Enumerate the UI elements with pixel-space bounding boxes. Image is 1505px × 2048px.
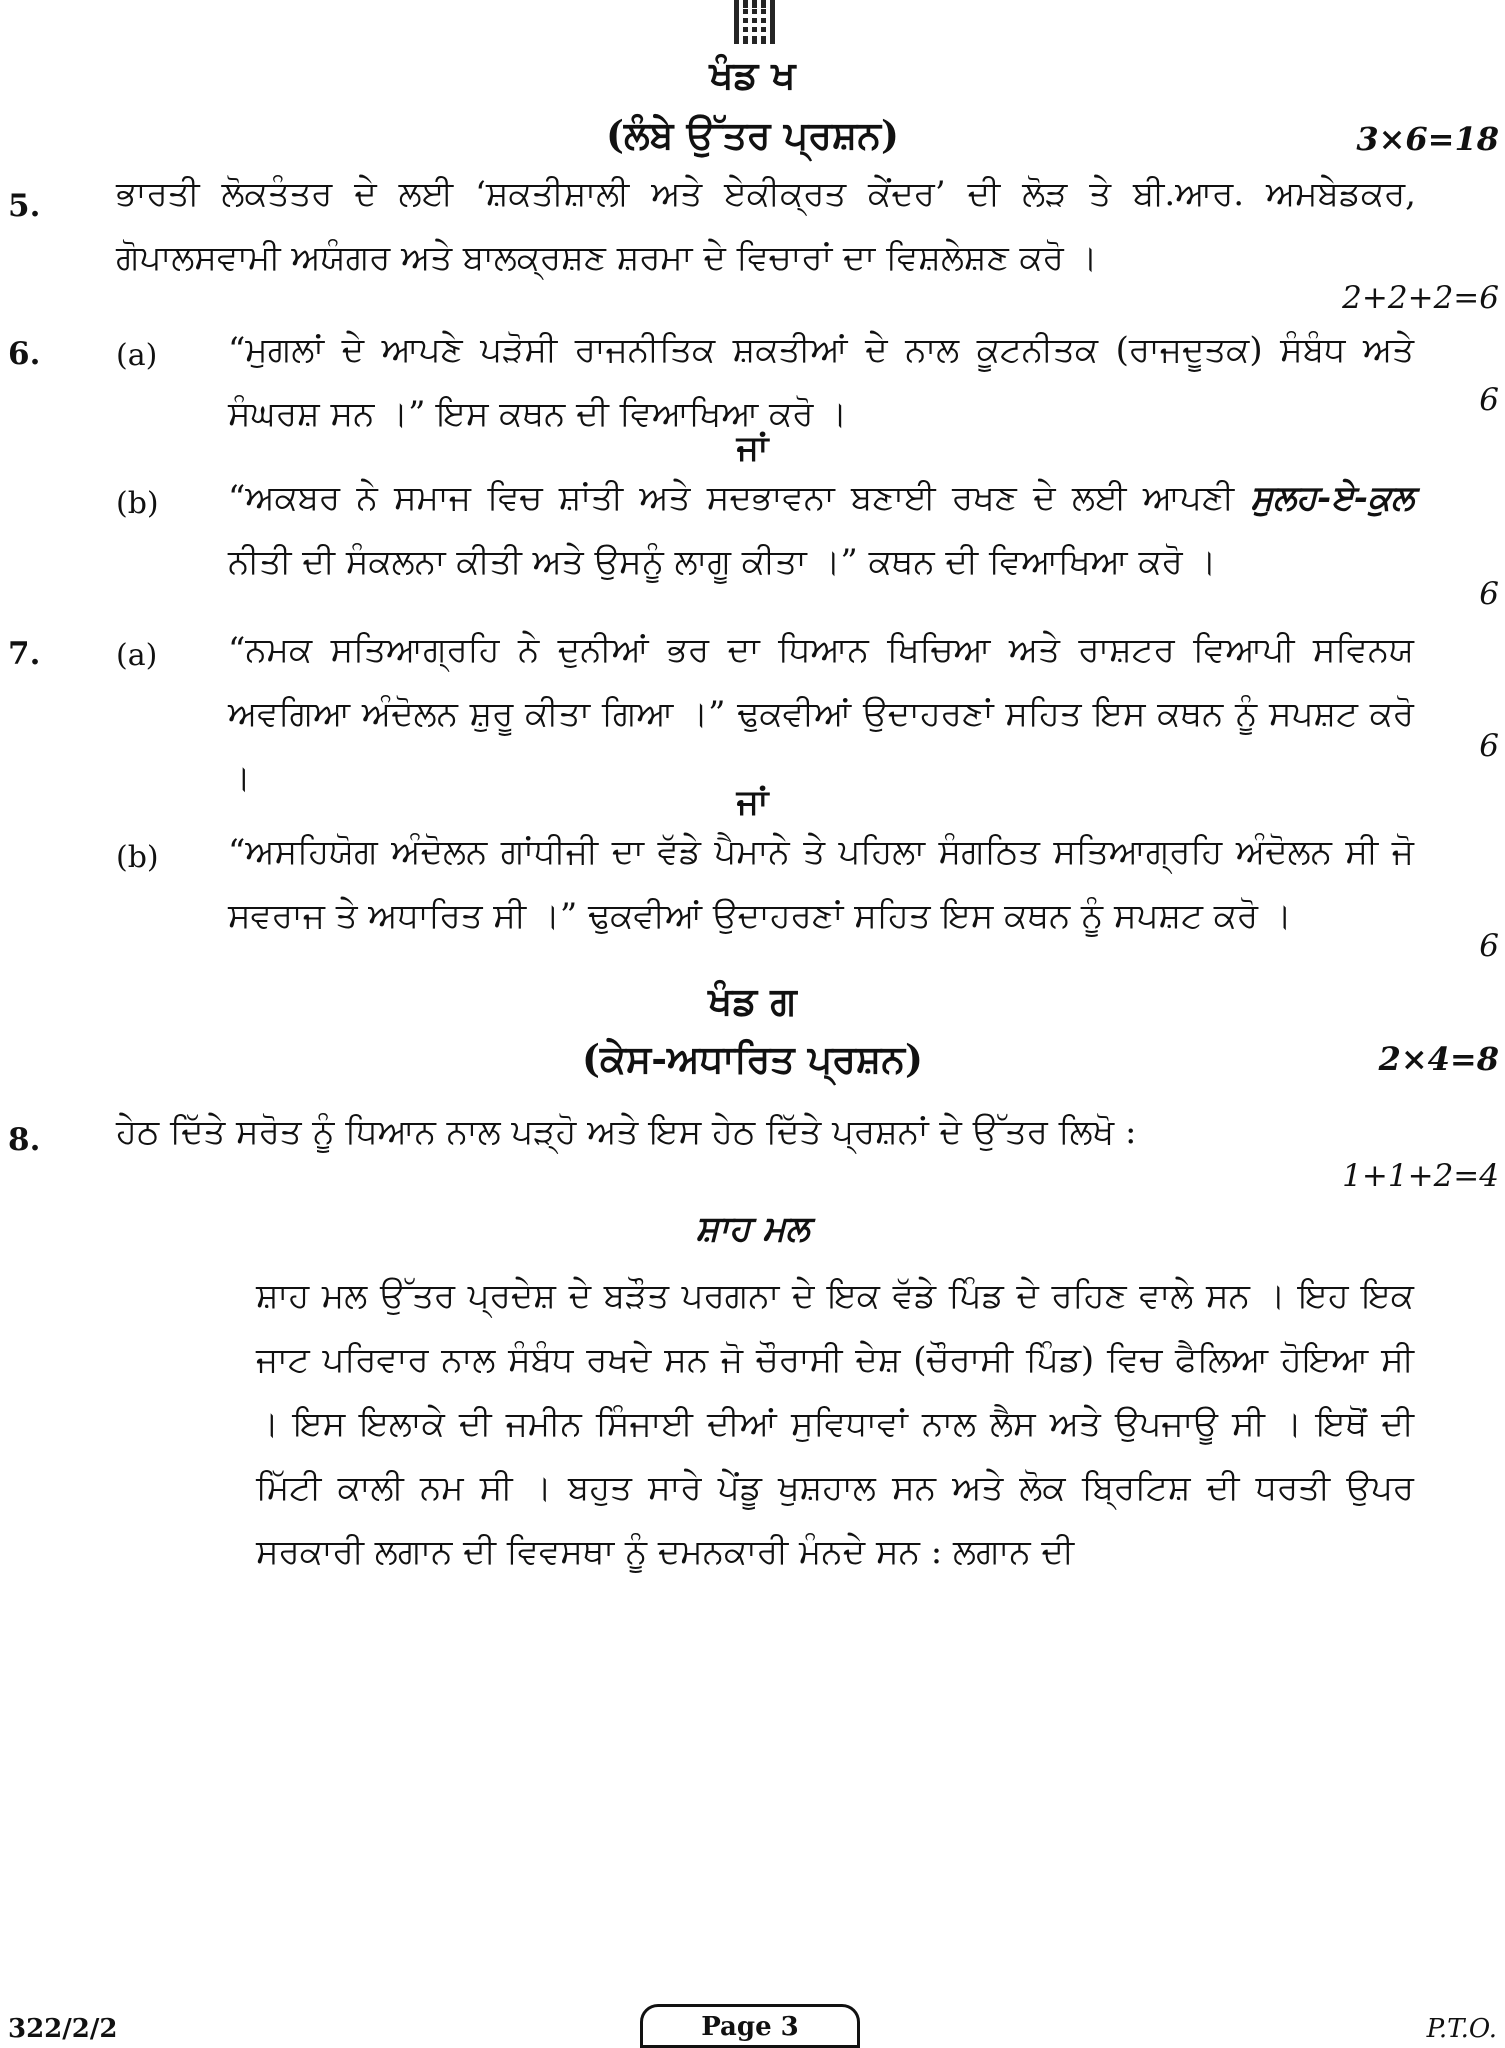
- question-7a-marks: 6: [1479, 728, 1499, 764]
- question-8-marks: 1+1+2=4: [1342, 1158, 1499, 1194]
- question-5-text: ਭਾਰਤੀ ਲੋਕਤੰਤਰ ਦੇ ਲਈ ‘ਸ਼ਕਤੀਸ਼ਾਲੀ ਅਤੇ ਏਕੀਕ੍ਰਤ ਕੇਂਦਰ’ ਦੀ ਲੋੜ ਤੇ ਬੀ.ਆਰ. ਅਮਬੇਡਕਰ, ਗੋਪਾਲਸਵਾਮੀ ਅਯੰਗਰ ਅਤੇ ਬਾਲਕ੍ਰਸ਼ਣ ਸ਼ਰਮਾ ਦੇ ਵਿਚਾਰਾਂ ਦਾ ਵਿਸ਼ਲੇਸ਼ਣ ਕਰੋ ।: [116, 174, 1416, 278]
- question-6b-label: (b): [116, 486, 159, 521]
- question-7a-label: (a): [116, 638, 158, 673]
- source-title: ਸ਼ਾਹ ਮਲ: [695, 1208, 810, 1249]
- section-c-title: ਖੰਡ ਗ: [708, 978, 797, 1023]
- question-7b-marks: 6: [1479, 928, 1499, 964]
- or-divider-6: ਜਾਂ: [736, 428, 769, 468]
- page-number: Page 3: [640, 2004, 860, 2048]
- question-7b-text: “ਅਸਹਿਯੋਗ ਅੰਦੋਲਨ ਗਾਂਧੀਜੀ ਦਾ ਵੱਡੇ ਪੈਮਾਨੇ ਤੇ ਪਹਿਲਾ ਸੰਗਠਿਤ ਸਤਿਆਗ੍ਰਹਿ ਅੰਦੋਲਨ ਸੀ ਜੋ ਸਵਰਾਜ ਤੇ ਅਧਾਰਿਤ ਸੀ ।” ਢੁਕਵੀਆਂ ਉਦਾਹਰਣਾਂ ਸਹਿਤ ਇਸ ਕਥਨ ਨੂੰ ਸਪਸ਼ਟ ਕਰੋ ।: [228, 832, 1414, 936]
- question-number-8: 8.: [8, 1122, 41, 1158]
- question-6a-label: (a): [116, 338, 158, 373]
- question-8-text: ਹੇਠ ਦਿੱਤੇ ਸਰੋਤ ਨੂੰ ਧਿਆਨ ਨਾਲ ਪੜ੍ਹੋ ਅਤੇ ਇਸ ਹੇਠ ਦਿੱਤੇ ਪ੍ਰਸ਼ਨਾਂ ਦੇ ਉੱਤਰ ਲਿਖੋ :: [116, 1112, 1137, 1152]
- paper-code: 322/2/2: [8, 2014, 118, 2044]
- section-b-subtitle: (ਲੰਬੇ ਉੱਤਰ ਪ੍ਰਸ਼ਨ): [606, 112, 899, 157]
- section-c-subtitle: (ਕੇਸ-ਅਧਾਰਿਤ ਪ੍ਰਸ਼ਨ): [582, 1036, 923, 1081]
- question-6b-marks: 6: [1479, 576, 1499, 612]
- question-7b-label: (b): [116, 840, 159, 875]
- section-b-marks: 3×6=18: [1356, 120, 1499, 158]
- section-c-marks: 2×4=8: [1378, 1040, 1499, 1078]
- question-6a-text: “ਮੁਗਲਾਂ ਦੇ ਆਪਣੇ ਪੜੋਸੀ ਰਾਜਨੀਤਿਕ ਸ਼ਕਤੀਆਂ ਦੇ ਨਾਲ ਕੂਟਨੀਤਕ (ਰਾਜਦੂਤਕ) ਸੰਬੰਧ ਅਤੇ ਸੰਘਰਸ਼ ਸਨ ।” ਇਸ ਕਥਨ ਦੀ ਵਿਆਖਿਆ ਕਰੋ ।: [228, 330, 1414, 434]
- question-7a-text: “ਨਮਕ ਸਤਿਆਗ੍ਰਹਿ ਨੇ ਦੁਨੀਆਂ ਭਰ ਦਾ ਧਿਆਨ ਖਿਚਿਆ ਅਤੇ ਰਾਸ਼ਟਰ ਵਿਆਪੀ ਸਵਿਨਯ ਅਵਗਿਆ ਅੰਦੋਲਨ ਸ਼ੁਰੂ ਕੀਤਾ ਗਿਆ ।” ਢੁਕਵੀਆਂ ਉਦਾਹਰਣਾਂ ਸਹਿਤ ਇਸ ਕਥਨ ਨੂੰ ਸਪਸ਼ਟ ਕਰੋ ।: [228, 630, 1414, 798]
- sulh-e-kul-term: ਸੁਲਹ-ਏ-ਕੁਲ: [1250, 478, 1414, 518]
- question-number-6: 6.: [8, 336, 41, 372]
- or-divider-7: ਜਾਂ: [736, 782, 769, 822]
- question-6a-marks: 6: [1479, 382, 1499, 418]
- section-b-title: ਖੰਡ ਖ: [709, 52, 796, 97]
- question-6b-text: “ਅਕਬਰ ਨੇ ਸਮਾਜ ਵਿਚ ਸ਼ਾਂਤੀ ਅਤੇ ਸਦਭਾਵਨਾ ਬਣਾਈ ਰਖਣ ਦੇ ਲਈ ਆਪਣੀ ਸੁਲਹ-ਏ-ਕੁਲ ਨੀਤੀ ਦੀ ਸੰਕਲਨਾ ਕੀਤੀ ਅਤੇ ਉਸਨੂੰ ਲਾਗੂ ਕੀਤਾ ।” ਕਥਨ ਦੀ ਵਿਆਖਿਆ ਕਰੋ ।: [228, 478, 1414, 582]
- qr-code-icon: [734, 0, 778, 44]
- question-number-7: 7.: [8, 636, 41, 672]
- question-number-5: 5.: [8, 188, 41, 224]
- source-passage: ਸ਼ਾਹ ਮਲ ਉੱਤਰ ਪ੍ਰਦੇਸ਼ ਦੇ ਬੜੌਤ ਪਰਗਨਾ ਦੇ ਇਕ ਵੱਡੇ ਪਿੰਡ ਦੇ ਰਹਿਣ ਵਾਲੇ ਸਨ । ਇਹ ਇਕ ਜਾਟ ਪਰਿਵਾਰ ਨਾਲ ਸੰਬੰਧ ਰਖਦੇ ਸਨ ਜੋ ਚੌਰਾਸੀ ਦੇਸ਼ (ਚੌਰਾਸੀ ਪਿੰਡ) ਵਿਚ ਫੈਲਿਆ ਹੋਇਆ ਸੀ । ਇਸ ਇਲਾਕੇ ਦੀ ਜਮੀਨ ਸਿੰਜਾਈ ਦੀਆਂ ਸੁਵਿਧਾਵਾਂ ਨਾਲ ਲੈਸ ਅਤੇ ਉਪਜਾਊ ਸੀ । ਇਥੋਂ ਦੀ ਮਿੱਟੀ ਕਾਲੀ ਨਮ ਸੀ । ਬਹੁਤ ਸਾਰੇ ਪੇਂਡੂ ਖੁਸ਼ਹਾਲ ਸਨ ਅਤੇ ਲੋਕ ਬ੍ਰਿਟਿਸ਼ ਦੀ ਧਰਤੀ ਉਪਰ ਸਰਕਾਰੀ ਲਗਾਨ ਦੀ ਵਿਵਸਥਾ ਨੂੰ ਦਮਨਕਾਰੀ ਮੰਨਦੇ ਸਨ : ਲਗਾਨ ਦੀ: [256, 1276, 1414, 1572]
- question-5-marks: 2+2+2=6: [1342, 280, 1499, 316]
- pto-label: P.T.O.: [1426, 2014, 1497, 2044]
